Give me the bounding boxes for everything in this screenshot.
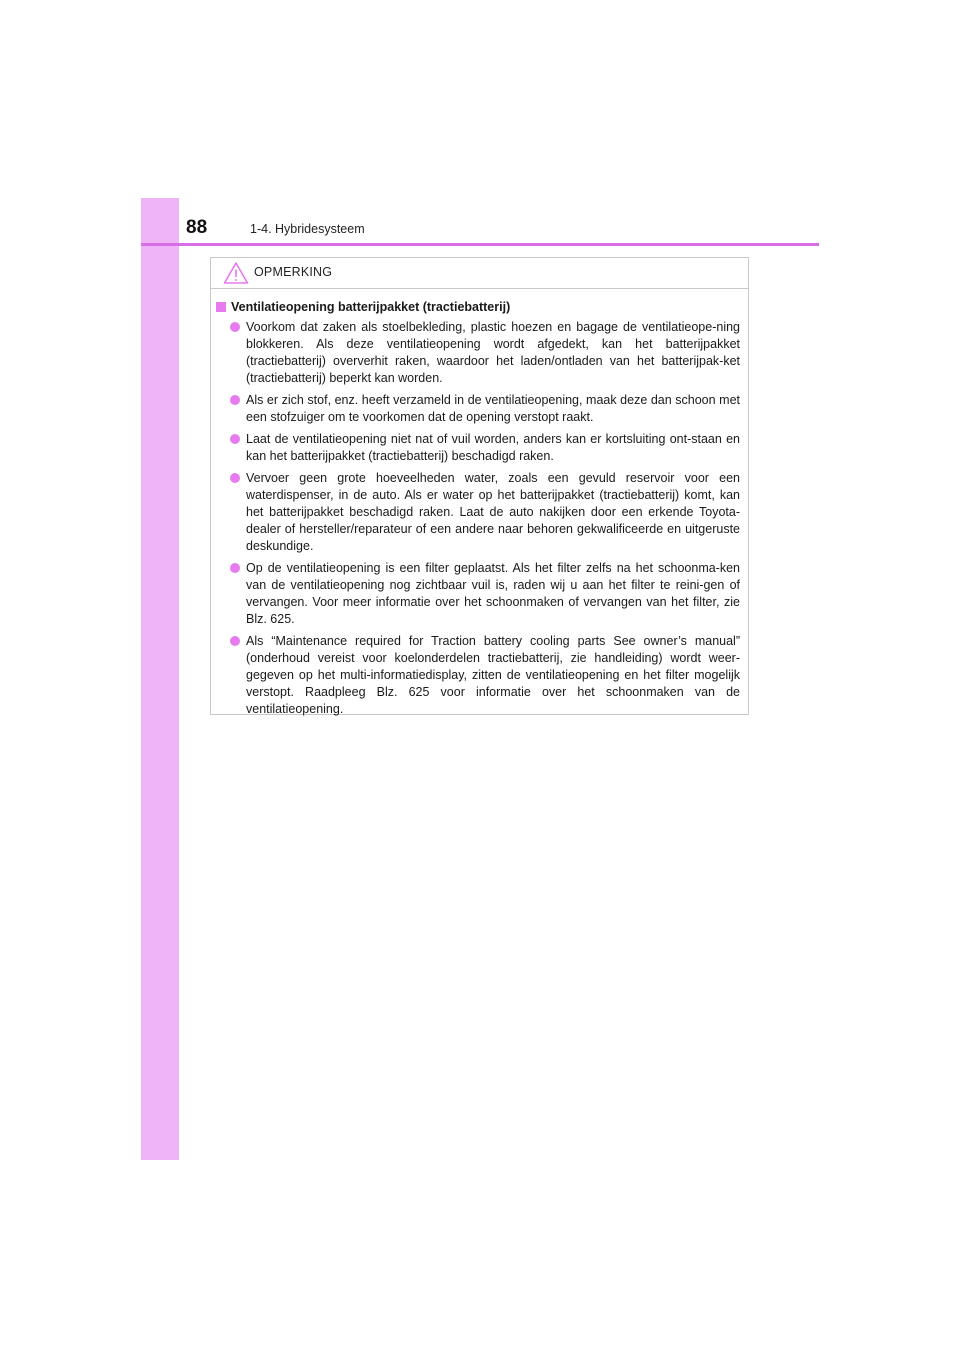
page-number: 88 [186, 217, 208, 238]
bullet-dot-icon [230, 563, 240, 573]
list-item [227, 633, 740, 718]
list-item-text: Voorkom dat zaken als stoelbekleding, plastic hoezen en bagage de ventilatieope-ning blokkeren. Als deze ventilatieopening wordt afgedekt, kan het batterijpakket (tractiebatterij) oververhit raken, waardoor het laden/ontladen van het batterijpak-ket (tractiebatterij) beperkt kan worden. [246, 320, 740, 385]
notice-header [211, 258, 748, 289]
list-item [227, 431, 740, 465]
notice-heading [215, 299, 740, 316]
square-bullet-icon [216, 302, 226, 312]
bullet-dot-icon [230, 322, 240, 332]
notice-heading-text: Ventilatieopening batterijpakket (tractiebatterij) [231, 300, 511, 314]
list-item-text: Laat de ventilatieopening niet nat of vuil worden, anders kan er kortsluiting ont-staan en kan het batterijpakket (tractiebatterij) beschadigd raken. [246, 432, 740, 463]
header-divider [141, 243, 819, 246]
notice-body [211, 289, 748, 718]
bullet-dot-icon [230, 395, 240, 405]
chapter-side-strip [141, 198, 179, 1160]
notice-title: OPMERKING [254, 265, 333, 279]
list-item-text: Als er zich stof, enz. heeft verzameld in de ventilatieopening, maak deze dan schoon met een stofzuiger om te voorkomen dat de opening verstopt raakt. [246, 393, 740, 424]
list-item [227, 470, 740, 555]
bullet-dot-icon [230, 473, 240, 483]
bullet-dot-icon [230, 434, 240, 444]
list-item-text: Vervoer geen grote hoeveelheden water, zoals een gevuld reservoir voor een waterdispenser, in de auto. Als er water op het batterijpakket (tractiebatterij) komt, kan het batterijpakket beschadigd raken. Laat de auto nakijken door een erkende Toyota-dealer of hersteller/reparateur of een andere naar behoren gekwalificeerde en uitgeruste deskundige. [246, 471, 740, 553]
section-title: 1-4. Hybridesysteem [250, 222, 365, 236]
list-item-text: Als “Maintenance required for Traction battery cooling parts See owner’s manual” (onderhoud vereist voor koelonderdelen tractiebatterij, zie handleiding) wordt weer-gegeven op het multi-informatiedisplay, zitten de ventilatieopening en het filter mogelijk verstopt. Raadpleeg Blz. 625 voor informatie over het schoonmaken van de ventilatieopening. [246, 634, 740, 716]
notice-box [210, 257, 749, 715]
warning-triangle-icon [223, 261, 249, 285]
list-item [227, 392, 740, 426]
list-item [227, 560, 740, 628]
list-item-text: Op de ventilatieopening is een filter geplaatst. Als het filter zelfs na het schoonma-ken van de ventilatieopening nog zichtbaar vuil is, raden wij u aan het filter te reini-gen of vervangen. Voor meer informatie over het schoonmaken of vervangen van het filter, zie Blz. 625. [246, 561, 740, 626]
bullet-dot-icon [230, 636, 240, 646]
list-item [227, 319, 740, 387]
